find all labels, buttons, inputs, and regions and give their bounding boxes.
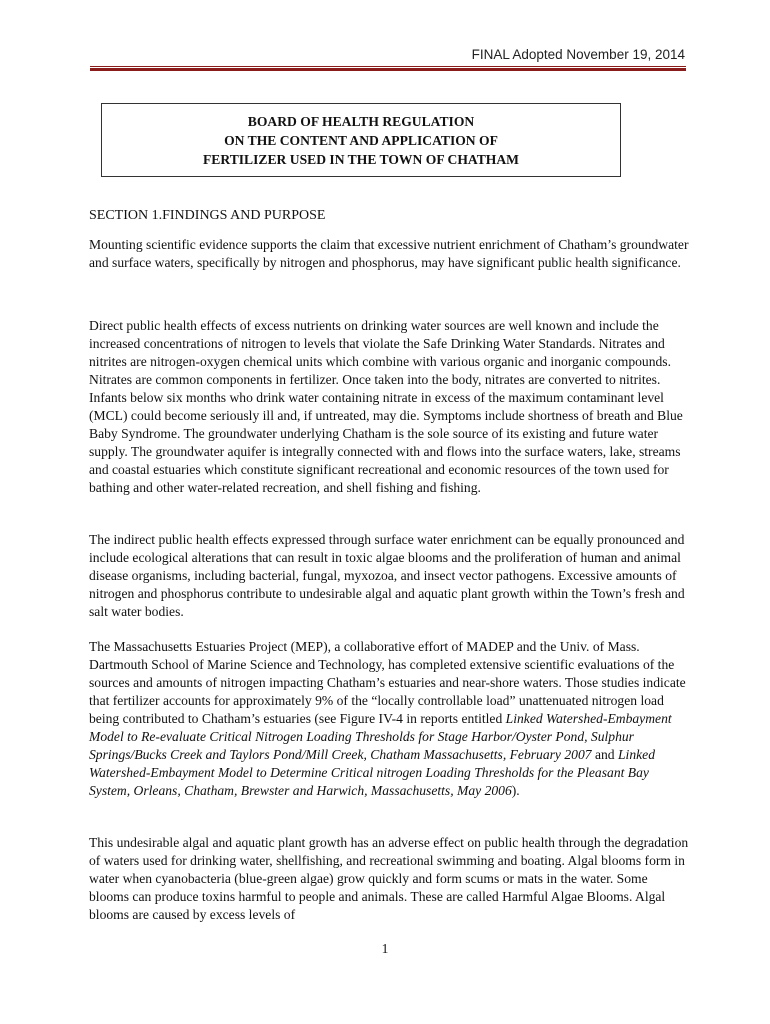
paragraph-2: Direct public health effects of excess nutrients on drinking water sources are well known and include the increased concentrations of nitrogen to levels that violate the Safe Drinking Water Standards. Nitrates and nitrites are nitrogen-oxygen chemical units which combine with various organic and inorganic compounds. Nitrates are common components in fertilizer. Once taken into the body, nitrates are converted to nitrites. Infants below six months who drink water containing nitrate in excess of the maximum contaminant level (MCL) could become seriously ill and, if untreated, may die. Symptoms include shortness of breath and Blue Baby Syndrome. The groundwater underlying Chatham is the sole source of its existing and future water supply. The groundwater aquifer is integrally connected with and flows into the surface waters, lake, streams and coastal estuaries which constitute significant recreational and economic resources of the town used for bathing and other water-related recreation, and shell fishing and fishing.	[89, 318, 683, 495]
title-line-3: FERTILIZER USED IN THE TOWN OF CHATHAM	[202, 151, 519, 167]
title-line-2: ON THE CONTENT AND APPLICATION OF	[224, 132, 498, 148]
paragraph-1: Mounting scientific evidence supports the claim that excessive nutrient enrichment of Chatham’s groundwater and surface waters, specifically by nitrogen and phosphorus, may have significant public health significance.	[89, 237, 689, 270]
header-rule	[90, 68, 686, 71]
paragraph-4	[89, 638, 689, 800]
report-title-2: Linked Watershed-Embayment Model to Determine Critical nitrogen Loading Thresholds for the Pleasant Bay System, Orleans, Chatham, Brewster and Harwich, Massachusetts, May 2006	[89, 747, 655, 798]
header-rule-thin	[90, 66, 686, 67]
paragraph-3: The indirect public health effects expressed through surface water enrichment can be equally pronounced and include ecological alterations that can result in toxic algae blooms and the proliferation of human and animal disease organisms, including bacterial, fungal, myxozoa, and insect vector pathogens. Excessive amounts of nitrogen and phosphorus contribute to undesirable algal and aquatic plant growth within the Town’s fresh and salt water bodies.	[89, 532, 685, 619]
title-box	[101, 103, 621, 177]
paragraph-4-and: and	[591, 747, 618, 762]
paragraph-4-end: ).	[511, 783, 520, 798]
paragraph-5: This undesirable algal and aquatic plant growth has an adverse effect on public health through the degradation of waters used for drinking water, shellfishing, and recreational swimming and boating. Algal blooms form in water when cyanobacteria (blue-green algae) grow quickly and form scums or mats in the water. Some blooms can produce toxins harmful to people and animals. These are called Harmful Algae Blooms. Algal blooms are caused by excess levels of	[89, 835, 689, 922]
report-title-1: Linked Watershed-Embayment Model to Re-evaluate Critical Nitrogen Loading Thresholds for Stage Harbor/Oyster Pond, Sulphur Springs/Bucks Creek and Taylors Pond/Mill Creek, Chatham Massachusetts, February 2007	[89, 711, 672, 762]
title-line-1: BOARD OF HEALTH REGULATION	[247, 113, 475, 129]
header-status-text: FINAL Adopted November 19, 2014	[471, 47, 685, 62]
paragraph-4-text: The Massachusetts Estuaries Project (MEP), a collaborative effort of MADEP and the Univ. of Mass. Dartmouth School of Marine Science and Technology, has completed extensive scientific evaluations of the sources and amounts of nitrogen impacting Chatham’s estuaries and near-shore waters. Those studies indicate that fertilizer accounts for approximately 9% of the “locally controllable load” unattenuated nitrogen load being contributed to Chatham’s estuaries (see Figure IV-4 in reports entitled	[89, 639, 686, 726]
section-heading: SECTION 1.FINDINGS AND PURPOSE	[89, 208, 326, 223]
page-number: 1	[381, 941, 389, 956]
